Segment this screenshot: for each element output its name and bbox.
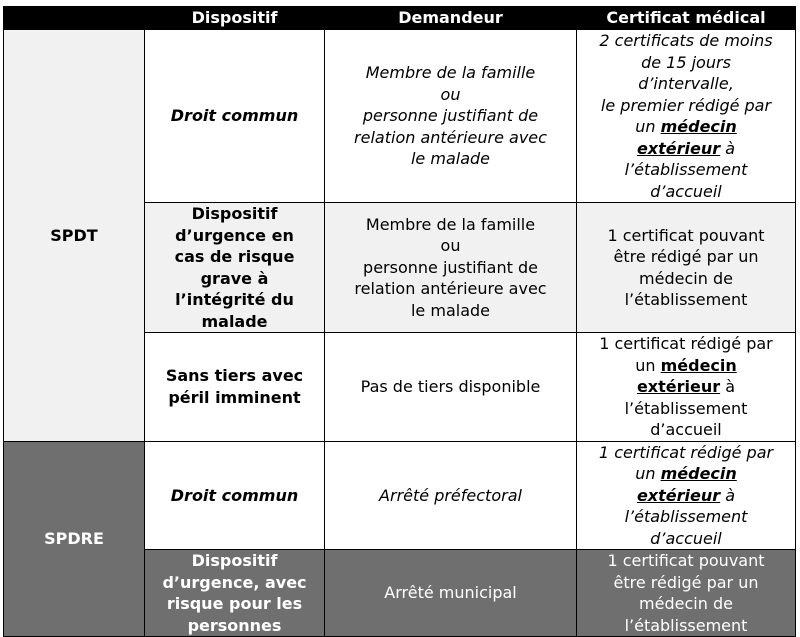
cell-dispositif: Dispositif d’urgence, avec risque pour les personnes xyxy=(145,550,325,637)
cell-certificat: 1 certificat pouvant être rédigé par un médecin de l’établissement xyxy=(577,203,796,333)
header-demandeur: Demandeur xyxy=(325,7,577,30)
cell-certificat: 1 certificat rédigé par un médecin extérieur à l’établissement d’accueil xyxy=(577,441,796,550)
emphasis-exterieur: extérieur xyxy=(636,377,721,396)
category-spdre: SPDRE xyxy=(4,441,145,637)
emphasis-medecin: médecin xyxy=(660,117,737,136)
header-certificat: Certificat médical xyxy=(577,7,796,30)
table-row xyxy=(4,30,796,203)
header-corner xyxy=(4,7,145,30)
cell-demandeur: Arrêté préfectoral xyxy=(325,441,577,550)
cell-demandeur: Membre de la famille ou personne justifiant de relation antérieure avec le malade xyxy=(325,30,577,203)
cell-certificat: 1 certificat rédigé par un médecin extérieur à l’établissement d’accueil xyxy=(577,333,796,442)
cell-dispositif: Droit commun xyxy=(145,30,325,203)
cell-demandeur: Arrêté municipal xyxy=(325,550,577,637)
header-dispositif: Dispositif xyxy=(145,7,325,30)
cell-demandeur: Pas de tiers disponible xyxy=(325,333,577,442)
cell-dispositif: Droit commun xyxy=(145,441,325,550)
emphasis-exterieur: extérieur xyxy=(636,138,721,158)
table-row xyxy=(4,441,796,550)
cell-certificat: 1 certificat pouvant être rédigé par un médecin de l’établissement xyxy=(577,550,796,637)
cell-dispositif: Sans tiers avec péril imminent xyxy=(145,333,325,442)
cell-dispositif: Dispositif d’urgence en cas de risque grave à l’intégrité du malade xyxy=(145,203,325,333)
emphasis-medecin: médecin xyxy=(660,464,737,483)
regulation-table xyxy=(3,6,796,637)
cell-demandeur: Membre de la famille ou personne justifiant de relation antérieure avec le malade xyxy=(325,203,577,333)
emphasis-exterieur: extérieur xyxy=(636,485,721,505)
emphasis-medecin: médecin xyxy=(660,355,737,375)
category-spdt: SPDT xyxy=(4,30,145,442)
header-row xyxy=(4,7,796,30)
cell-certificat: 2 certificats de moins de 15 jours d’intervalle, le premier rédigé par un médecin extérieur à l’établissement d’accueil xyxy=(577,30,796,203)
